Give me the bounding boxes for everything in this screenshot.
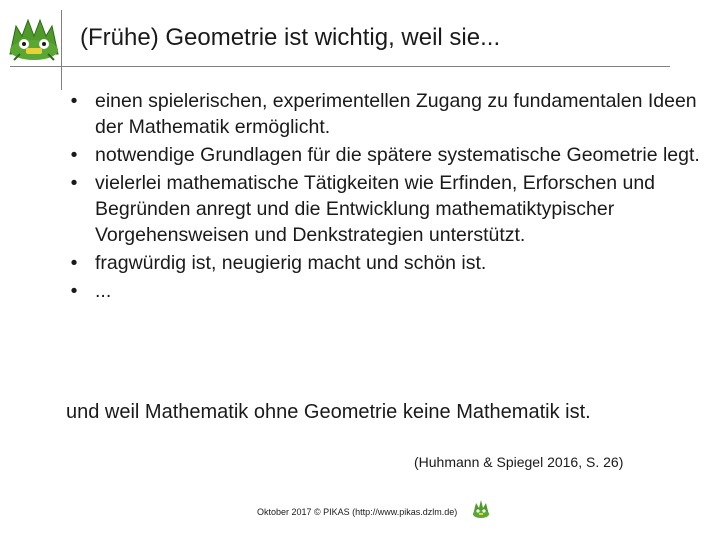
list-item-text: einen spielerischen, experimentellen Zugang zu fundamentalen Ideen der Mathematik ermöglicht. — [95, 90, 697, 138]
bullet-icon: • — [70, 280, 78, 302]
header-horizontal-divider — [10, 66, 670, 67]
list-item-text: vielerlei mathematische Tätigkeiten wie Erfinden, Erforschen und Begründen anregt und die Entwicklung mathematiktypischer Vorgehensweisen und Denkstrategien unterstützt. — [95, 172, 656, 246]
header-vertical-divider — [61, 10, 62, 90]
citation-text: (Huhmann & Spiegel 2016, S. 26) — [414, 454, 624, 470]
bullet-icon: • — [70, 144, 78, 166]
bullet-icon: • — [70, 90, 78, 112]
footer-text: Oktober 2017 © PIKAS (http://www.pikas.dzlm.de) — [257, 507, 458, 517]
conclusion-text: und weil Mathematik ohne Geometrie keine Mathematik ist. — [66, 401, 591, 423]
list-item — [64, 250, 716, 276]
page-title: (Frühe) Geometrie ist wichtig, weil sie... — [80, 24, 501, 51]
list-item-text: ... — [95, 280, 112, 302]
list-item-text: notwendige Grundlagen für die spätere systematische Geometrie legt. — [95, 144, 700, 166]
bullet-list — [64, 88, 716, 306]
list-item — [64, 142, 716, 168]
bullet-icon: • — [70, 172, 78, 194]
list-item-text: fragwürdig ist, neugierig macht und schön ist. — [95, 252, 487, 274]
pikas-logo-icon — [6, 14, 62, 64]
list-item — [64, 88, 716, 140]
bullet-icon: • — [70, 252, 78, 274]
list-item — [64, 278, 716, 304]
list-item — [64, 170, 716, 248]
pikas-mini-logo-icon — [470, 498, 492, 520]
